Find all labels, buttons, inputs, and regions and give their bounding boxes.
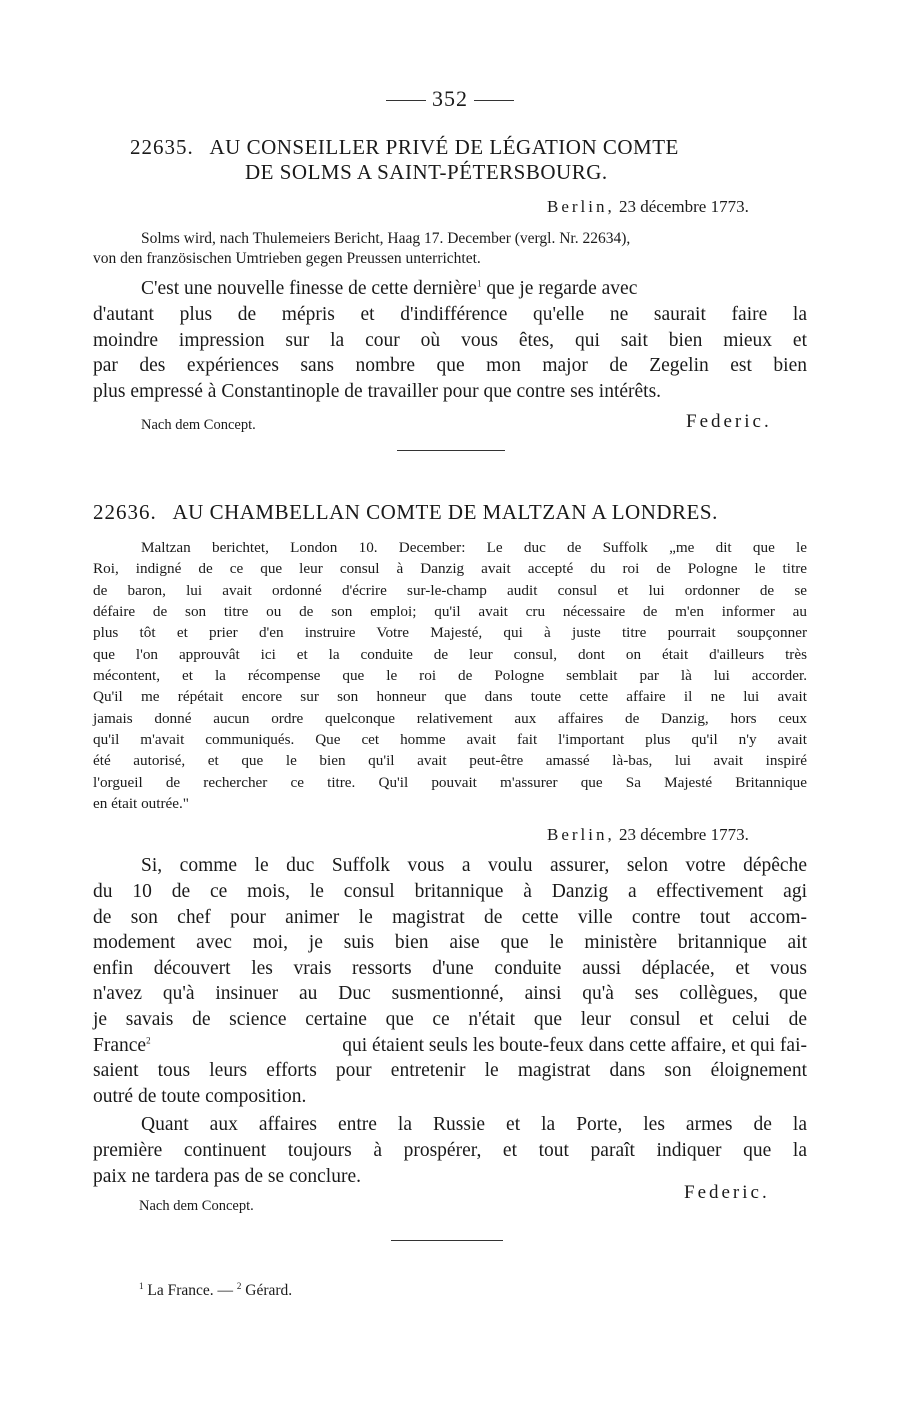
- letter1-title-line1: [130, 135, 679, 160]
- letter1-date-place: Berlin,: [547, 197, 615, 216]
- letter2-body-line10: outré de toute composition.: [93, 1086, 307, 1107]
- letter2-quote-line12: l'orgueil de rechercher ce titre. Qu'il pouvait m'assurer que Sa Majesté Britannique: [93, 774, 807, 791]
- letter1-signature: Federic.: [686, 411, 772, 432]
- letter2-para2-line3: paix ne tardera pas de se conclure.: [93, 1166, 361, 1187]
- letter2-para2-line2: première continuent toujours à prospérer, et tout paraît indiquer que la: [93, 1140, 807, 1161]
- letter1-body-line5: plus empressé à Constantinople de travailler pour que contre ses intérêts.: [93, 381, 662, 402]
- section-divider-1: [397, 450, 505, 451]
- letter2-quote-line9: jamais donné aucun ordre quelconque relativement aux affaires de Danzig, hors ceux: [93, 710, 807, 727]
- letter2-quote-line2: Roi, indigné de ce que leur consul à Danzig avait accepté du roi de Pologne le titre: [93, 560, 807, 577]
- letter1-source-note: Nach dem Concept.: [141, 417, 256, 433]
- dash-right: [474, 100, 514, 101]
- letter1-title-line2: DE SOLMS A SAINT-PÉTERSBOURG.: [245, 160, 608, 184]
- letter2-body-line3: de son chef pour animer le magistrat de cette ville contre tout accom-: [93, 907, 807, 928]
- letter2-quote-line4: défaire de son titre ou de son emploi; qu'il avait cru nécessaire de m'en informer au: [93, 603, 807, 620]
- letter2-body-line9: saient tous leurs efforts pour entretenir le magistrat dans son éloignement: [93, 1060, 807, 1081]
- footnote-text-1: La France. —: [147, 1282, 234, 1299]
- letter2-body-line7: je savais de science certaine que ce n'était que leur consul et celui de: [93, 1009, 807, 1030]
- letter1-summary-line2: von den französischen Umtrieben gegen Preussen unterrichtet.: [93, 250, 481, 267]
- letter2-body-line6: n'avez qu'à insinuer au Duc susmentionné, ainsi qu'à ses collègues, que: [93, 983, 807, 1004]
- letter1-dateline: [547, 197, 749, 217]
- letter2-source-note: Nach dem Concept.: [139, 1198, 254, 1214]
- letter2-body-line4: modement avec moi, je suis bien aise que le ministère britannique ait: [93, 932, 807, 953]
- letter2-body-line8: France$^2$ qui étaient seuls les boute-feux dans cette affaire, et qui fai-: [93, 1035, 807, 1056]
- letter1-number: 22635.: [130, 135, 194, 159]
- footnote-mark-2: 2: [236, 1280, 242, 1291]
- letter1-title-text: AU CONSEILLER PRIVÉ DE LÉGATION COMTE: [209, 135, 679, 159]
- letter2-para2-line1: Quant aux affaires entre la Russie et la Porte, les armes de la: [141, 1114, 807, 1135]
- footnote-ref-2: 2: [146, 1035, 151, 1046]
- letter2-date-place: Berlin,: [547, 825, 615, 844]
- footnote-text-2: Gérard.: [245, 1282, 293, 1299]
- letter2-date: 23 décembre 1773.: [619, 825, 749, 844]
- letter2-quote-line7: mécontent, et la récompense que le roi de Pologne semblait par là lui accorder.: [93, 667, 807, 684]
- letter1-body-line2: d'autant plus de mépris et d'indifférence qu'elle ne saurait faire la: [93, 304, 807, 325]
- page-number: 352: [370, 86, 530, 112]
- footnotes: [139, 1282, 292, 1300]
- letter2-dateline: [547, 825, 749, 845]
- letter2-quote-line10: qu'il m'avait communiqués. Que cet homme avait fait l'important plus qu'il n'y avait: [93, 731, 807, 748]
- letter2-body-line1: Si, comme le duc Suffolk vous a voulu assurer, selon votre dépêche: [141, 855, 807, 876]
- letter2-quote-line3: de baron, lui avait ordonné d'écrire sur-le-champ audit consul et lui ordonner de se: [93, 582, 807, 599]
- letter2-quote-line6: que l'on approuvât ici et la conduite de leur consul, dont on était d'ailleurs très: [93, 646, 807, 663]
- section-divider-2: [391, 1240, 503, 1241]
- letter2-number: 22636.: [93, 500, 157, 524]
- letter1-date: 23 décembre 1773.: [619, 197, 749, 216]
- letter1-summary-line1: Solms wird, nach Thulemeiers Bericht, Haag 17. December (vergl. Nr. 22634),: [141, 230, 631, 247]
- footnote-ref-1: 1: [476, 278, 482, 289]
- letter2-signature: Federic.: [684, 1182, 770, 1203]
- letter2-quote-line5: plus tôt et prier d'en instruire Votre Majesté, qui à juste titre pourrait soupçonner: [93, 624, 807, 641]
- letter2-body-line5: enfin découvert les vrais ressorts d'une conduite aussi déplacée, et vous: [93, 958, 807, 979]
- letter1-body-line1: C'est une nouvelle finesse de cette dernière$^1$ que je regarde avec: [141, 278, 638, 299]
- letter2-title-text: AU CHAMBELLAN COMTE DE MALTZAN A LONDRES.: [172, 500, 718, 524]
- letter2-quote-line13: en était outrée.": [93, 795, 190, 812]
- letter2-quote-line8: Qu'il me répétait encore sur son honneur que dans toute cette affaire il ne lui avait: [93, 688, 807, 705]
- letter2-quote-line1: Maltzan berichtet, London 10. December: Le duc de Suffolk „me dit que le: [141, 539, 807, 556]
- letter2-body-line2: du 10 de ce mois, le consul britannique à Danzig a effectivement agi: [93, 881, 807, 902]
- footnote-mark-1: 1: [139, 1280, 144, 1291]
- letter2-quote-line11: été autorisé, et que le bien qu'il avait peut-être amassé là-bas, lui avait inspiré: [93, 752, 807, 769]
- dash-left: [386, 100, 426, 101]
- letter1-body-line4: par des expériences sans nombre que mon major de Zegelin est bien: [93, 355, 807, 376]
- letter2-title-line: [93, 500, 718, 525]
- letter1-body-line3: moindre impression sur la cour où vous êtes, qui sait bien mieux et: [93, 330, 807, 351]
